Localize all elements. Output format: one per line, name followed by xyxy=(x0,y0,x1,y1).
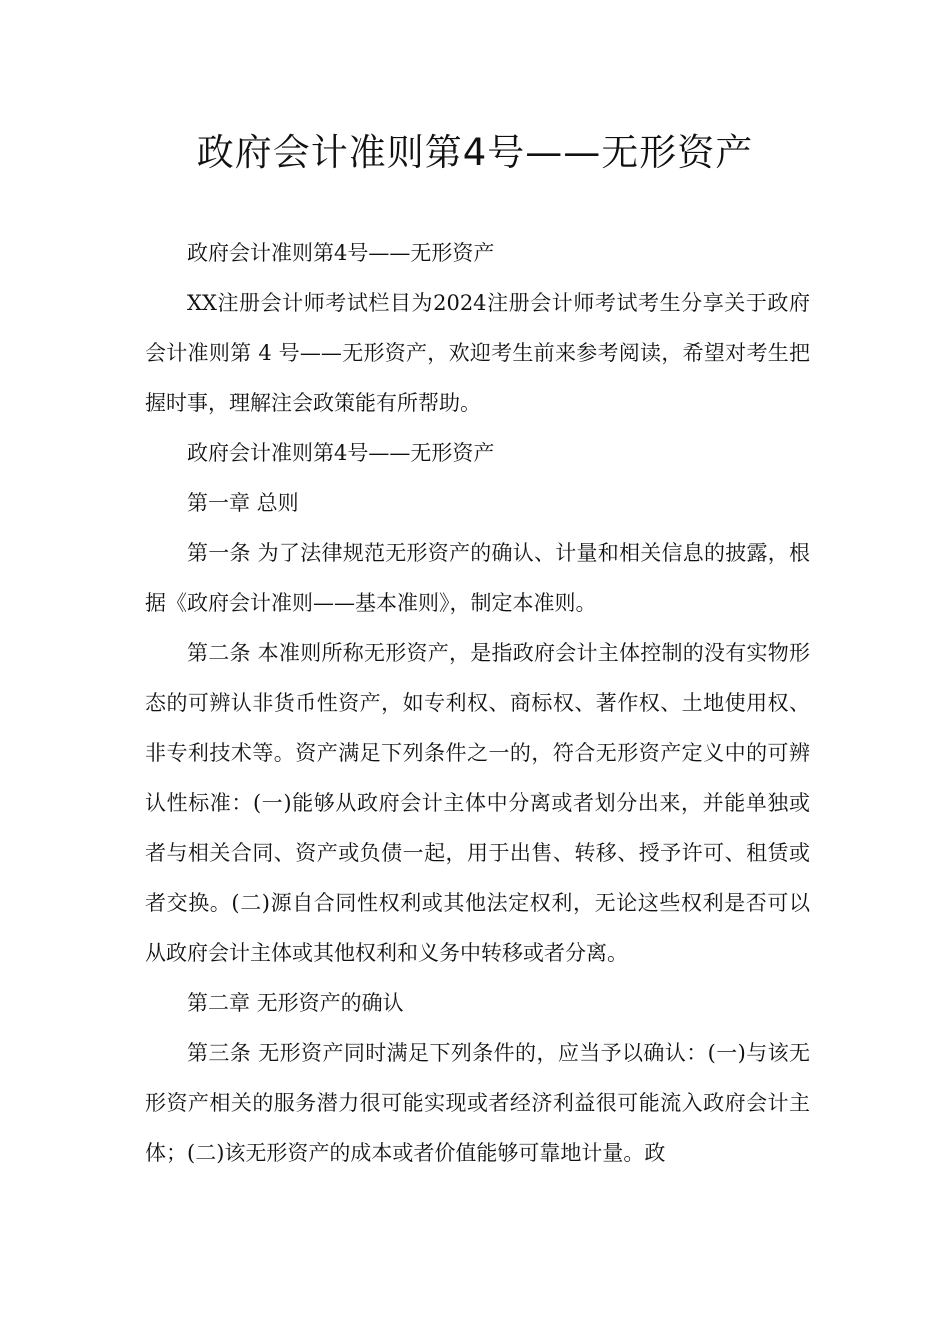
chapter-heading-1: 第一章 总则 xyxy=(187,491,299,515)
chapter-heading-2: 第二章 无形资产的确认 xyxy=(187,991,404,1015)
article-2: 第二条 本准则所称无形资产，是指政府会计主体控制的没有实物形态的可辨认非货币性资产，如专利权、商标权、著作权、土地使用权、非专利技术等。资产满足下列条件之一的，符合无形资产定义中的可辨认性标准：(一)能够从政府会计主体中分离或者划分出来，并能单独或者与相关合同、资产或负债一起，用于出售、转移、授予许可、租赁或者交换。(二)源自合同性权利或其他法定权利，无论这些权利是否可以从政府会计主体或其他权利和义务中转移或者分离。 xyxy=(145,641,810,965)
article-3: 第三条 无形资产同时满足下列条件的，应当予以确认：(一)与该无形资产相关的服务潜力很可能实现或者经济利益很可能流入政府会计主体；(二)该无形资产的成本或者价值能够可靠地计量。政 xyxy=(145,1041,810,1165)
document-body xyxy=(145,228,810,1178)
paragraph-intro: XX注册会计师考试栏目为2024注册会计师考试考生分享关于政府会计准则第 4 号——无形资产，欢迎考生前来参考阅读，希望对考生把握时事，理解注会政策能有所帮助。 xyxy=(145,291,810,415)
document-title: 政府会计准则第4号——无形资产 xyxy=(196,131,754,174)
article-1: 第一条 为了法律规范无形资产的确认、计量和相关信息的披露，根据《政府会计准则——基本准则》，制定本准则。 xyxy=(145,541,810,615)
paragraph-repeat-title: 政府会计准则第4号——无形资产 xyxy=(187,241,495,265)
paragraph-subtitle: 政府会计准则第4号——无形资产 xyxy=(187,441,495,465)
